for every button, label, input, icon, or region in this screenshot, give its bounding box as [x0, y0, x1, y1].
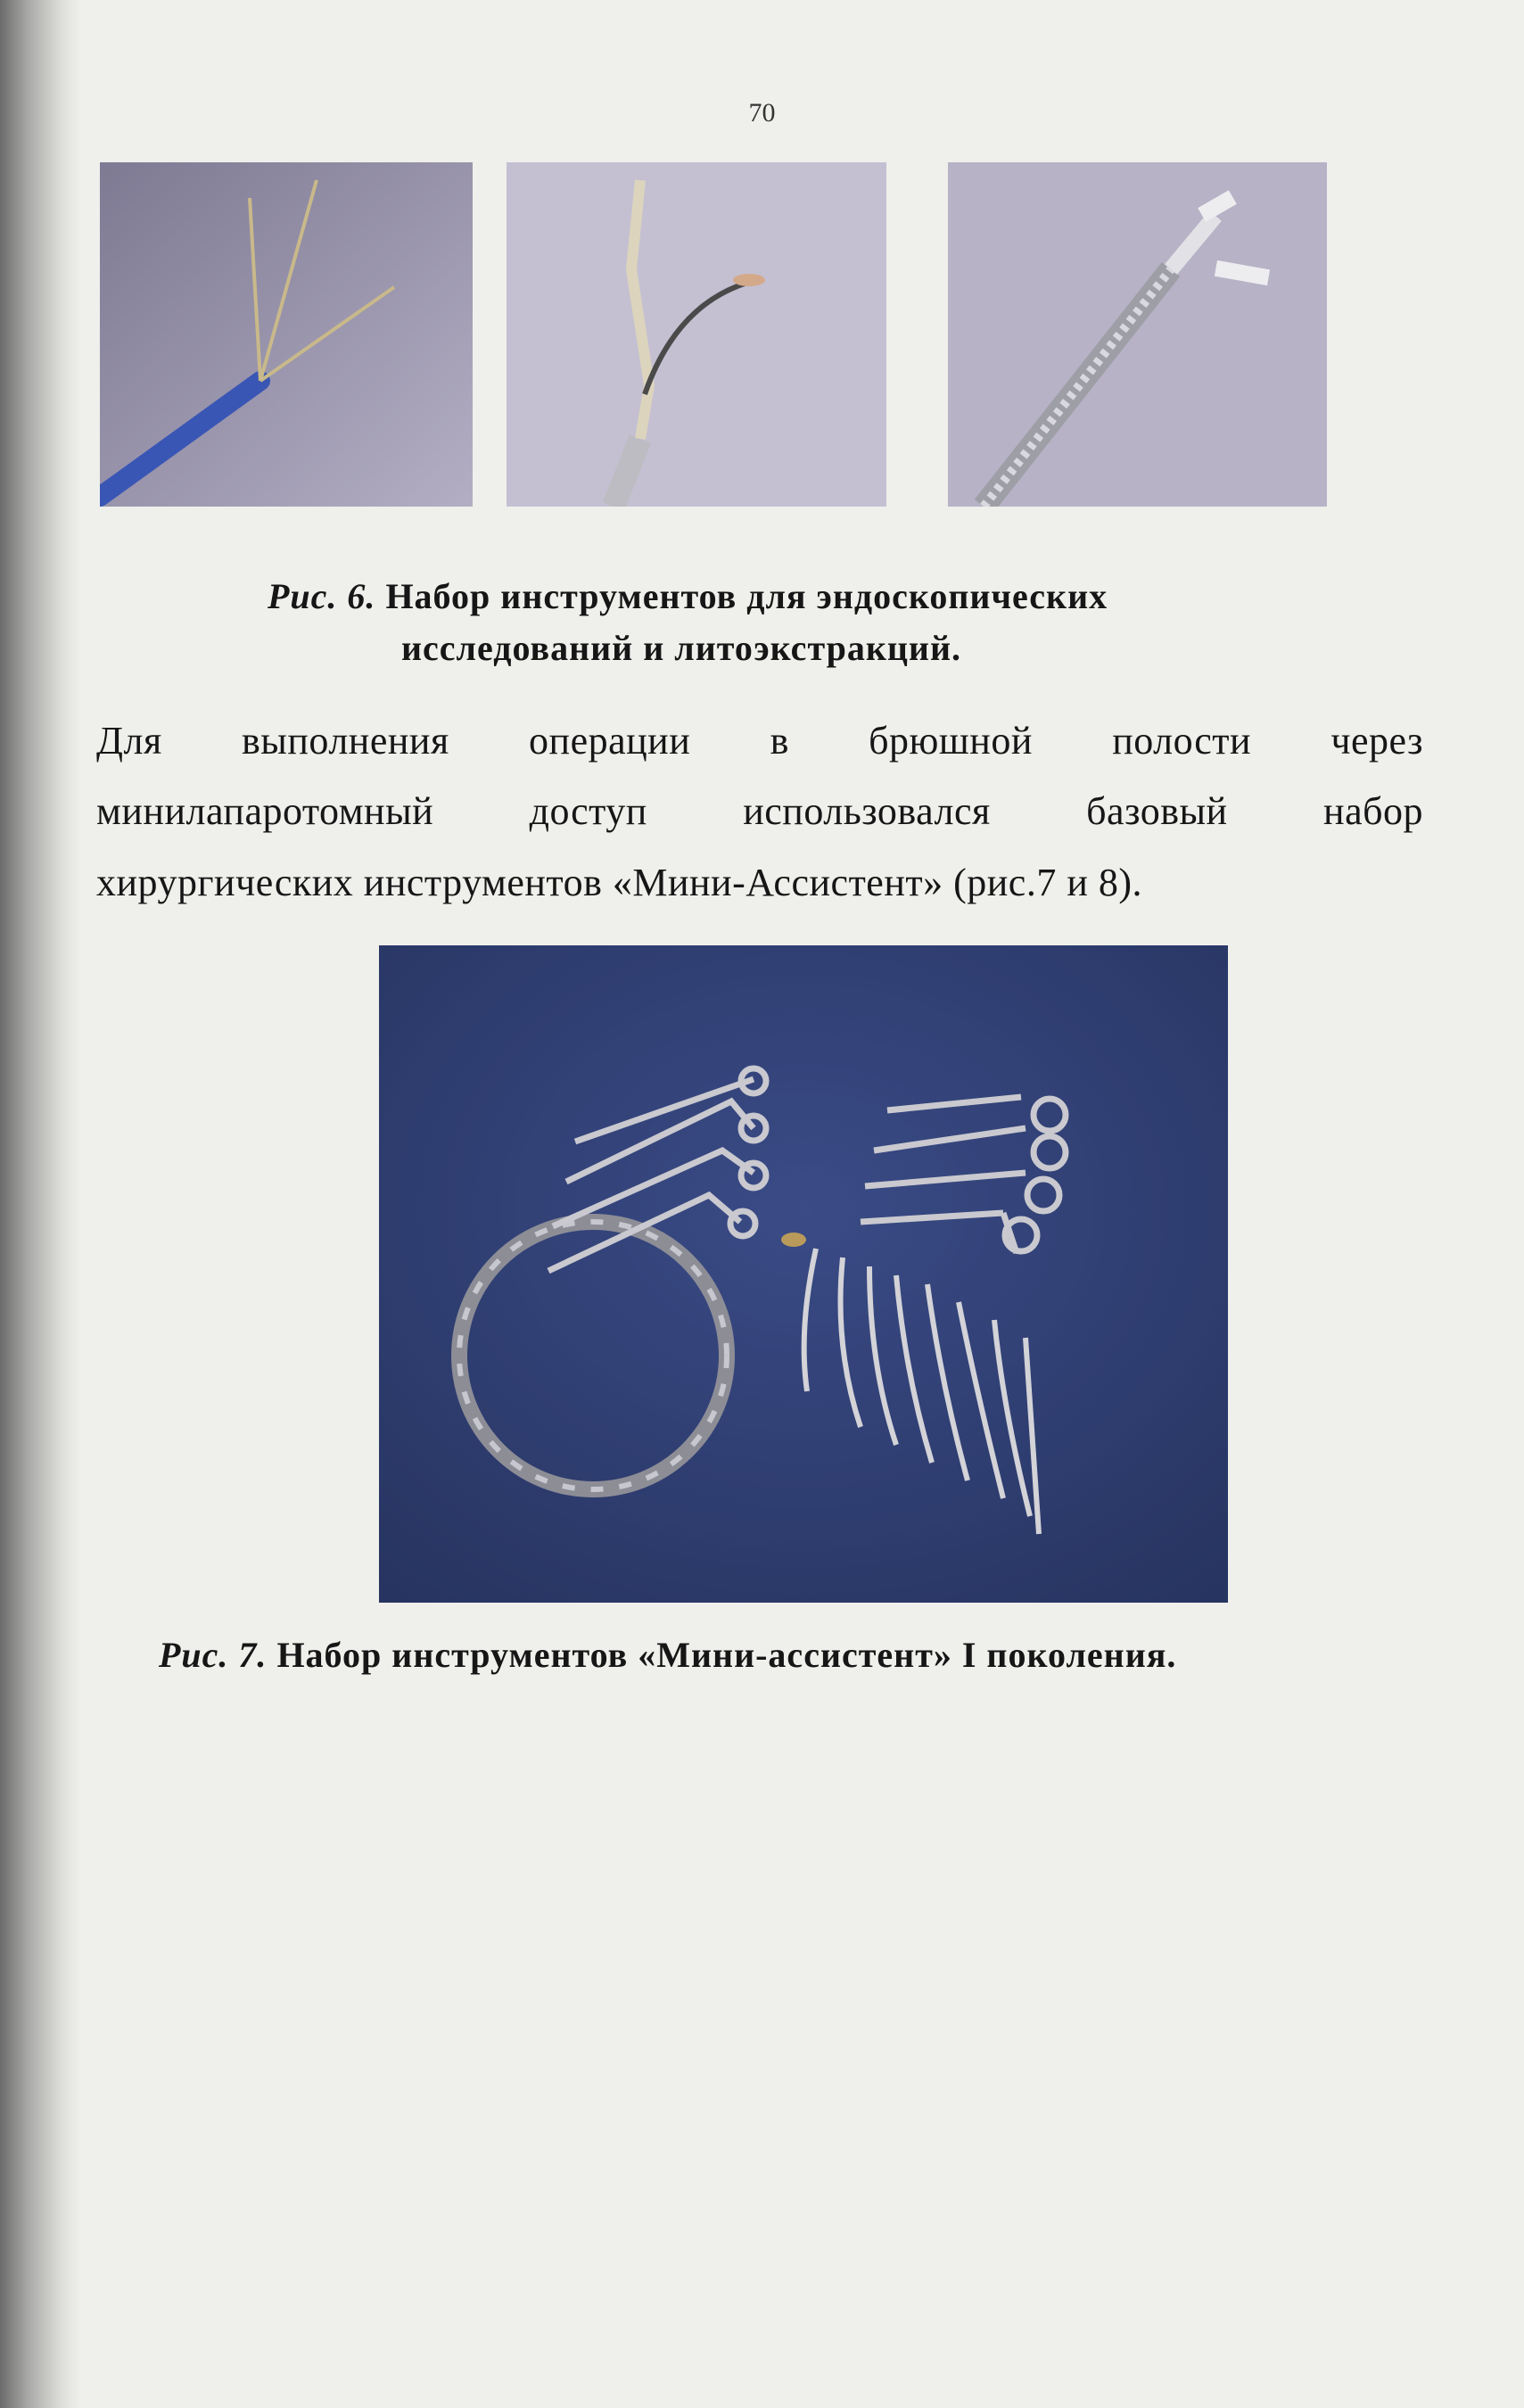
figure-7-label: Рис. 7.: [159, 1635, 268, 1675]
scan-shadow: [0, 0, 80, 2408]
word: брюшной: [869, 719, 1033, 763]
word: набор: [1323, 789, 1423, 833]
word: полости: [1112, 719, 1252, 763]
forceps-photo: [948, 162, 1327, 507]
paragraph-line-3: хирургических инструментов «Мини-Ассистент» (рис.7 и 8).: [96, 861, 1143, 904]
paragraph-line-1: [96, 718, 1423, 763]
word: минилапаротомный: [96, 789, 434, 833]
paragraph-line-2: [96, 788, 1423, 834]
word: Для: [96, 719, 162, 763]
figure-6-caption-line2: исследований и литоэкстракций.: [401, 628, 962, 668]
figure-6-label: Рис. 6.: [268, 576, 376, 616]
figure-7-caption-text: Набор инструментов «Мини-ассистент» I поколения.: [276, 1635, 1177, 1675]
word: операции: [529, 719, 691, 763]
word: доступ: [529, 789, 647, 833]
wire-basket-photo: [100, 162, 473, 507]
page-number: 70: [748, 98, 776, 128]
word: базовый: [1086, 789, 1228, 833]
catheter-photo: [507, 162, 886, 507]
word: использовался: [743, 789, 991, 833]
word: через: [1330, 719, 1423, 763]
word: в: [770, 719, 789, 763]
figure-7-caption: [159, 1634, 1452, 1676]
figure-6-caption-line1: Набор инструментов для эндоскопических: [385, 576, 1108, 616]
mini-assistant-instruments-photo: [379, 945, 1228, 1603]
figure-6-caption: [268, 571, 1338, 674]
word: выполнения: [242, 719, 449, 763]
